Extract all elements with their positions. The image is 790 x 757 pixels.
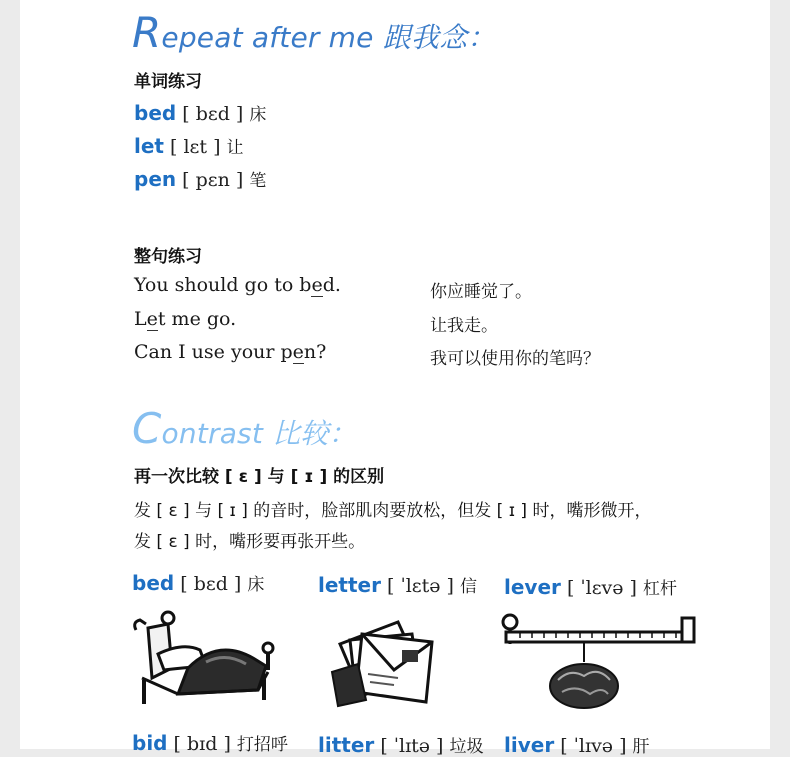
sentence-cn: 你应睡觉了。: [430, 282, 532, 302]
contrast-note-line1: 发 [ ɛ ] 与 [ ɪ ] 的音时，脸部肌肉要放松，但发 [ ɪ ] 时，嘴形微开，: [134, 501, 652, 521]
sentence-en: Can I use your pen?: [134, 341, 327, 363]
title-initial: R: [132, 8, 162, 57]
title-rest: ontrast 比较：: [161, 417, 357, 450]
contrast-note-line2: 发 [ ɛ ] 时，嘴形要再张开些。: [134, 532, 366, 552]
sentence-en: Let me go.: [134, 308, 237, 330]
contrast-subheading: 再一次比较 [ ɛ ] 与 [ ɪ ] 的区别: [134, 467, 385, 487]
word-ipa: [ bɛd ]: [182, 103, 244, 125]
sentence-cn: 让我走。: [430, 316, 498, 336]
word-row: [134, 166, 266, 191]
pair-word: bid [ bɪd ] 打招呼: [132, 731, 288, 755]
lever-illustration: [500, 610, 700, 718]
section-title-contrast: [132, 404, 357, 453]
pair-word: lever [ ˈlɛvə ] 杠杆: [504, 575, 678, 599]
bed-illustration: [128, 608, 278, 708]
word-row: [134, 100, 266, 125]
sentence-cn: 我可以使用你的笔吗？: [430, 349, 600, 369]
title-initial: C: [132, 404, 162, 453]
word-en: bed: [134, 101, 177, 125]
title-rest: epeat after me 跟我念：: [161, 21, 496, 54]
sentence-en: You should go to bed.: [134, 274, 341, 296]
word-en: let: [134, 134, 164, 158]
section-title-repeat: [132, 8, 496, 57]
word-en: pen: [134, 167, 177, 191]
pair-word: liver [ ˈlɪvə ] 肝: [504, 733, 650, 757]
word-row: [134, 133, 244, 158]
textbook-page: [20, 0, 770, 757]
words-heading: 单词练习: [134, 72, 202, 92]
word-cn: 床: [249, 105, 267, 125]
sentences-heading: 整句练习: [134, 247, 202, 267]
pair-word: letter [ ˈlɛtə ] 信: [318, 573, 477, 597]
word-cn: 笔: [249, 171, 267, 191]
pair-word: bed [ bɛd ] 床: [132, 571, 265, 595]
word-ipa: [ pɛn ]: [182, 169, 244, 191]
pair-word: litter [ ˈlɪtə ] 垃圾: [318, 733, 484, 757]
word-ipa: [ lɛt ]: [170, 136, 221, 158]
word-cn: 让: [226, 138, 244, 158]
letters-illustration: [328, 612, 448, 712]
